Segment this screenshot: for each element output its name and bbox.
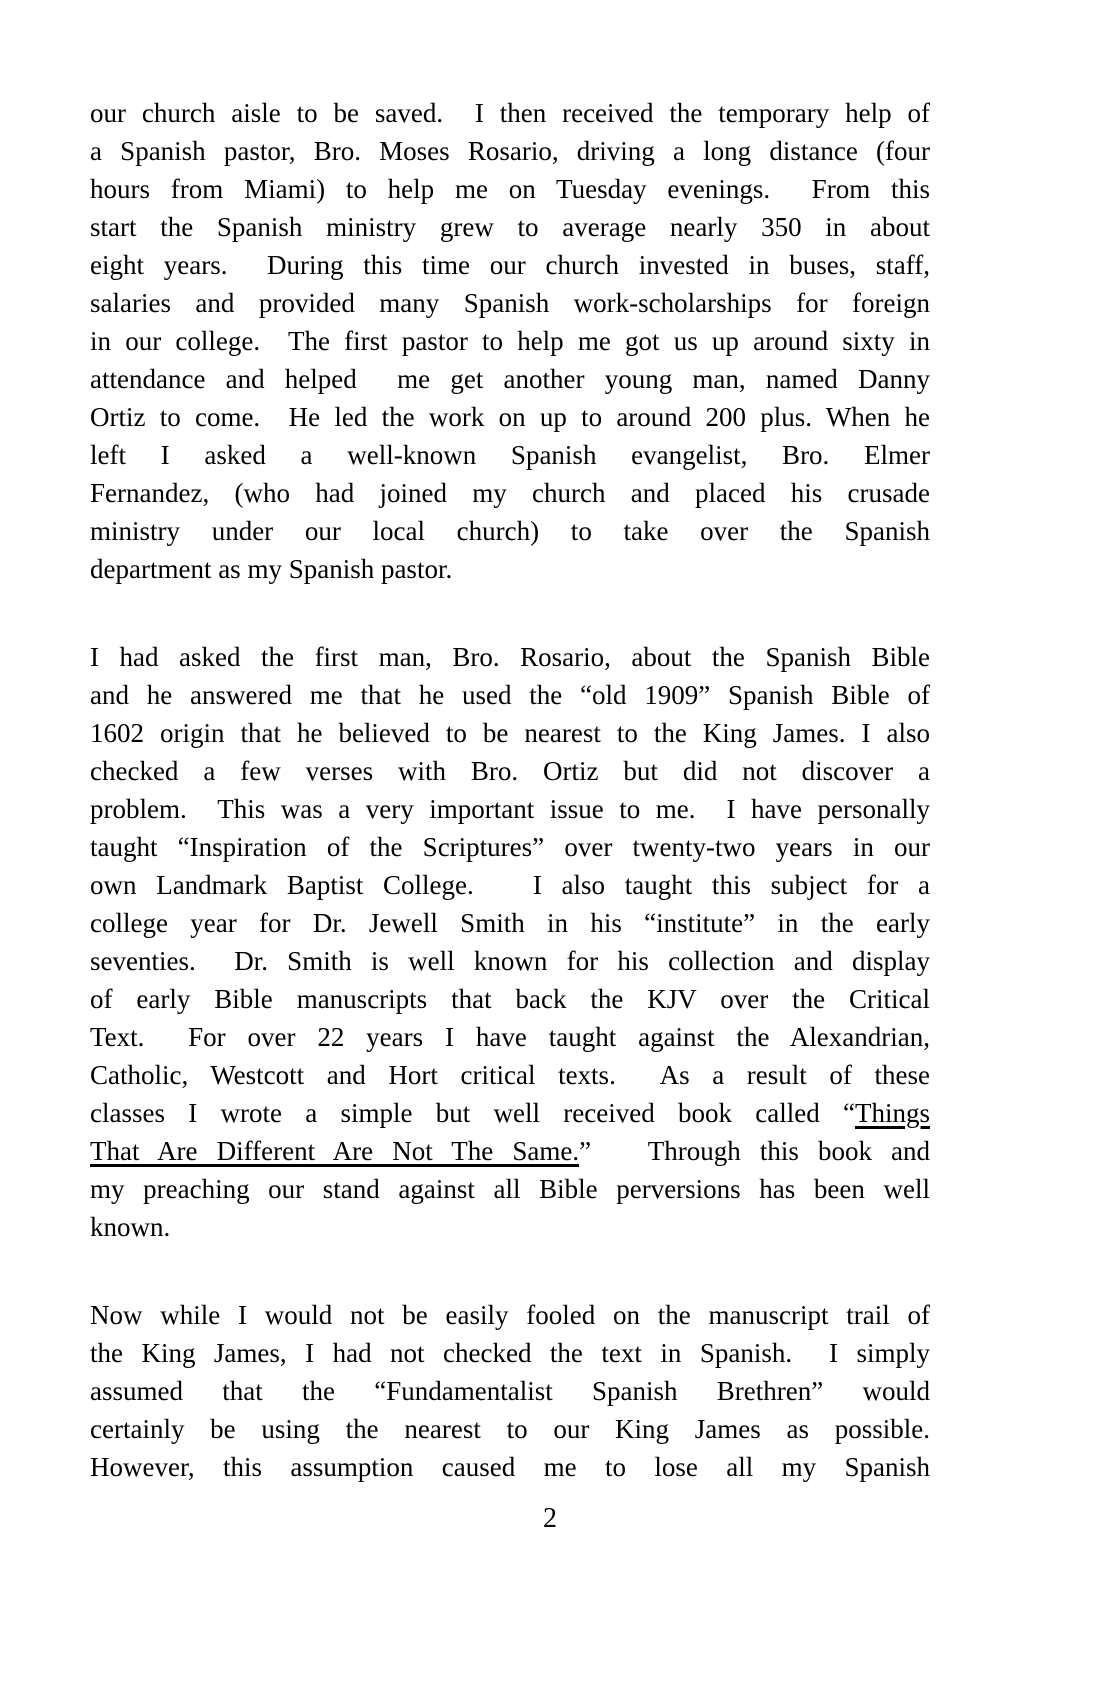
text-line [90,170,930,208]
text-line [90,1094,930,1132]
text-run: own Landmark Baptist College. I also taught this subject for a [90,870,930,900]
text-run: taught “Inspiration of the Scriptures” over twenty-two years in our [90,832,930,862]
text-line [90,942,930,980]
text-run: classes I wrote a simple but well received book called “ [90,1098,855,1128]
text-run: checked a few verses with Bro. Ortiz but did not discover a [90,756,930,786]
text-line [90,676,930,714]
text-line [90,398,930,436]
text-line [90,132,930,170]
text-line [90,1448,930,1486]
text-line [90,512,930,550]
text-run: my preaching our stand against all Bible perversions has been well [90,1174,930,1204]
text-line [90,980,930,1018]
text-run: Now while I would not be easily fooled on the manuscript trail of [90,1300,930,1330]
text-line [90,866,930,904]
text-line [90,1170,930,1208]
text-line [90,246,930,284]
text-run: problem. This was a very important issue to me. I have personally [90,794,930,824]
text-line [90,638,930,676]
text-line [90,360,930,398]
text-run: and he answered me that he used the “old 1909” Spanish Bible of [90,680,930,710]
text-run: I had asked the first man, Bro. Rosario, about the Spanish Bible [90,642,930,672]
text-line [90,436,930,474]
text-run: known. [90,1212,171,1242]
text-run: the King James, I had not checked the text in Spanish. I simply [90,1338,930,1368]
book-title-underlined: That Are Different Are Not The Same. [90,1136,580,1166]
text-run: seventies. Dr. Smith is well known for his collection and display [90,946,930,976]
text-line [90,322,930,360]
text-line [90,1132,930,1170]
text-line [90,790,930,828]
text-run: assumed that the “Fundamentalist Spanish Brethren” would [90,1376,930,1406]
text-line [90,1056,930,1094]
text-run: Catholic, Westcott and Hort critical texts. As a result of these [90,1060,930,1090]
text-line [90,752,930,790]
text-run: department as my Spanish pastor. [90,554,453,584]
text-run: Ortiz to come. He led the work on up to around 200 plus. When he [90,402,930,432]
text-run: start the Spanish ministry grew to average nearly 350 in about [90,212,930,242]
text-line [90,1296,930,1334]
text-run: Text. For over 22 years I have taught against the Alexandrian, [90,1022,930,1052]
paragraph [90,1296,930,1486]
text-run: eight years. During this time our church invested in buses, staff, [90,250,930,280]
text-run: ministry under our local church) to take over the Spanish [90,516,930,546]
text-run: of early Bible manuscripts that back the KJV over the Critical [90,984,930,1014]
text-run: attendance and helped me get another young man, named Danny [90,364,930,394]
text-run: However, this assumption caused me to lose all my Spanish [90,1452,930,1482]
text-run: a Spanish pastor, Bro. Moses Rosario, driving a long distance (four [90,136,930,166]
paragraph [90,94,930,588]
text-run: left I asked a well-known Spanish evangelist, Bro. Elmer [90,440,930,470]
text-line [90,1410,930,1448]
text-run: hours from Miami) to help me on Tuesday evenings. From this [90,174,930,204]
text-line [90,1372,930,1410]
text-line [90,904,930,942]
document-body [90,94,930,1536]
text-run: certainly be using the nearest to our King James as possible. [90,1414,930,1444]
text-run: ” Through this book and [579,1136,930,1166]
text-line [90,714,930,752]
text-line [90,474,930,512]
text-line [90,284,930,322]
book-title-underlined: Things [854,1098,930,1128]
text-run: college year for Dr. Jewell Smith in his “institute” in the early [90,908,930,938]
text-line [90,208,930,246]
text-line [90,94,930,132]
text-run: our church aisle to be saved. I then received the temporary help of [90,98,930,128]
text-run: in our college. The first pastor to help me got us up around sixty in [90,326,930,356]
text-run: 1602 origin that he believed to be nearest to the King James. I also [90,718,930,748]
text-line [90,828,930,866]
text-run: Fernandez, (who had joined my church and placed his crusade [90,478,930,508]
text-run: salaries and provided many Spanish work-scholarships for foreign [90,288,930,318]
text-line [90,1018,930,1056]
paragraph [90,638,930,1246]
page-number: 2 [543,1503,557,1534]
text-line [90,550,930,588]
text-line [90,1334,930,1372]
text-line [90,1208,930,1246]
